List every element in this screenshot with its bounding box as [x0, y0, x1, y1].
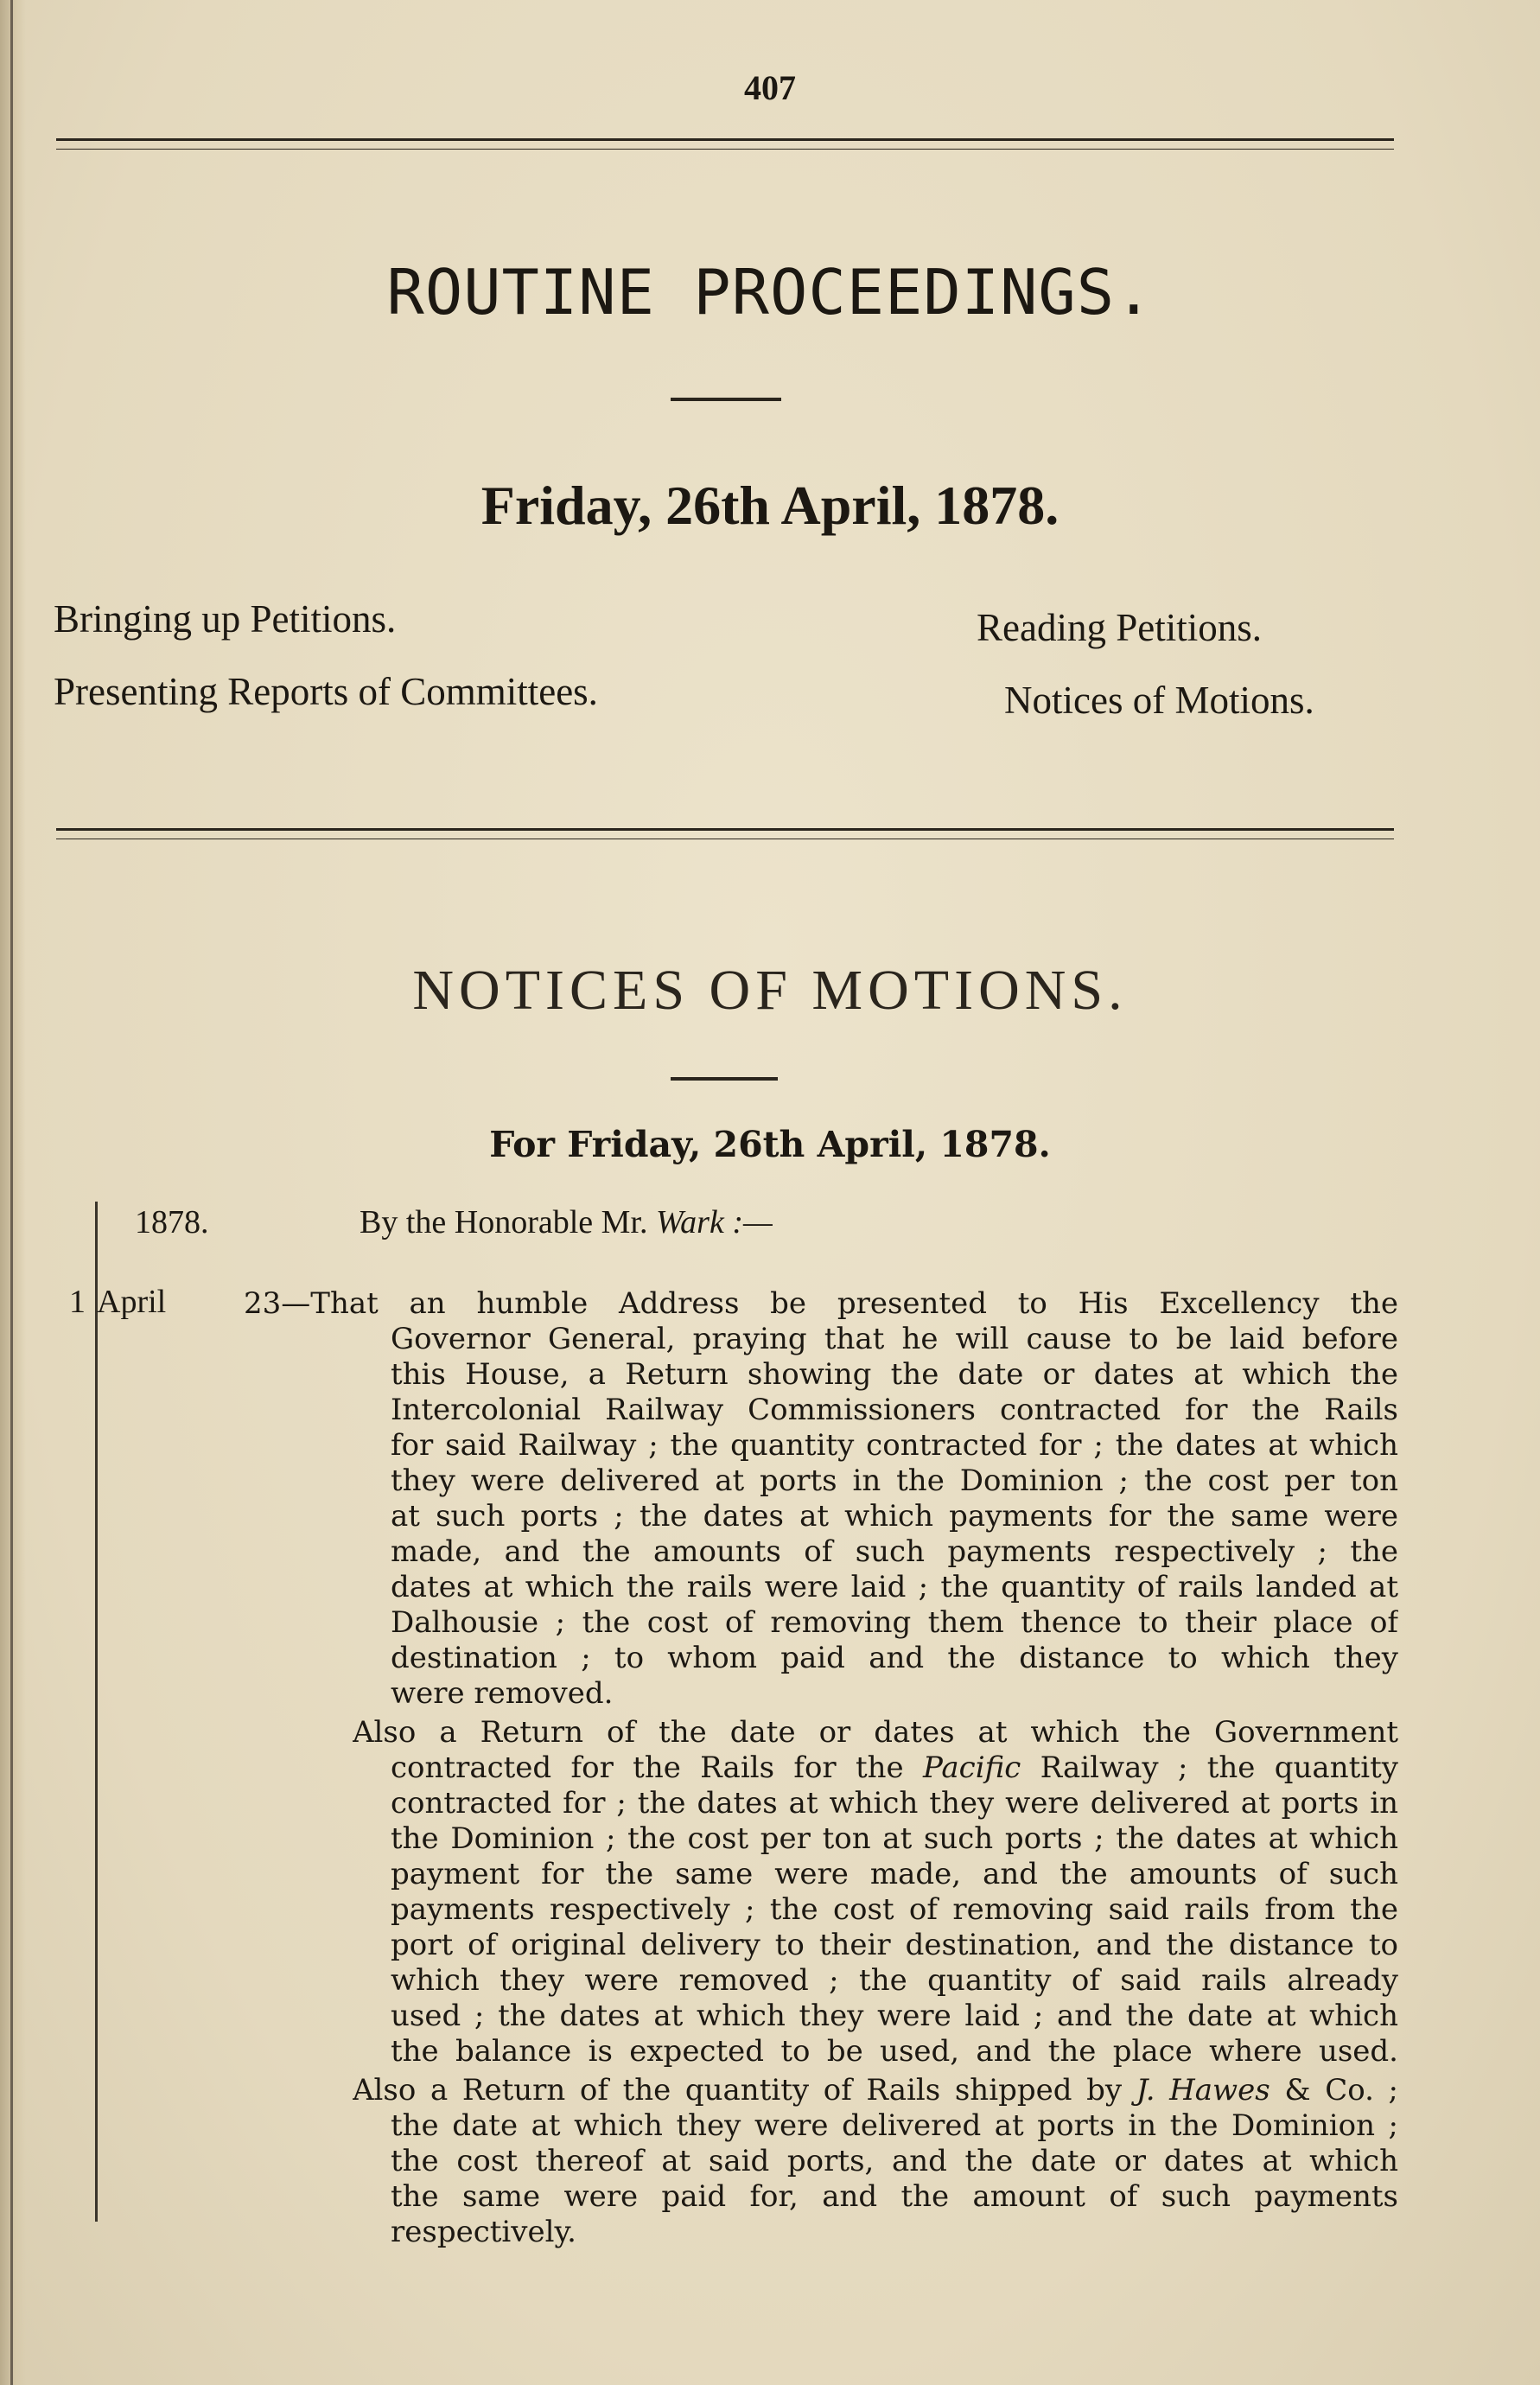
line-italic: Pacific [923, 1750, 1021, 1785]
motion-byline [360, 1203, 773, 1241]
member-name: Wark :— [656, 1204, 773, 1240]
motion-line: the balance is expected to be used, and the place where used. [391, 2034, 1398, 2069]
header-rule-bottom [56, 149, 1394, 150]
motion-line [391, 1750, 1398, 1785]
order-item-presenting-reports: Presenting Reports of Committees. [54, 670, 598, 713]
motion-line: they were delivered at ports in the Dominion ; the cost per ton [391, 1464, 1398, 1498]
motion-line: this House, a Return showing the date or dates at which the [391, 1357, 1398, 1392]
order-item-reading-petitions: Reading Petitions. [977, 606, 1262, 649]
motion-line: were removed. [391, 1676, 614, 1711]
page-binding-shadow [0, 0, 26, 2385]
motion-line: the same were paid for, and the amount of such payments [391, 2179, 1398, 2214]
section-divider [671, 1077, 778, 1081]
order-item-notices-of-motions: Notices of Motions. [1004, 679, 1314, 722]
motion-line: Governor General, praying that he will cause to be laid before [391, 1322, 1398, 1356]
motion-line: destination ; to whom paid and the distance to which they [391, 1641, 1398, 1675]
motion-line: payments respectively ; the cost of removing said rails from the [391, 1892, 1398, 1927]
motion-line: payment for the same were made, and the amounts of such [391, 1857, 1398, 1891]
motion-line: which they were removed ; the quantity of said rails already [391, 1963, 1398, 1998]
motion-line [353, 2073, 1398, 2108]
motion-line: at such ports ; the dates at which payments for the same were [391, 1499, 1398, 1534]
section-rule-top [56, 828, 1394, 831]
motion-line: Intercolonial Railway Commissioners contracted for the Rails [391, 1393, 1398, 1427]
motion-line: port of original delivery to their destination, and the distance to [391, 1928, 1398, 1962]
motion-line: dates at which the rails were laid ; the quantity of rails landed at [391, 1570, 1398, 1604]
title-divider [671, 398, 781, 401]
page-title: ROUTINE PROCEEDINGS. [386, 256, 1154, 328]
motion-year: 1878. [135, 1204, 209, 1240]
motion-line: the date at which they were delivered at ports in the Dominion ; [391, 2108, 1398, 2143]
page-number: 407 [744, 68, 796, 107]
motion-line: made, and the amounts of such payments respectively ; the [391, 1534, 1398, 1569]
byline-prefix: By the Honorable Mr. [360, 1204, 648, 1240]
motion-line: respectively. [391, 2215, 576, 2249]
motion-line: used ; the dates at which they were laid ; and the date at which [391, 1999, 1398, 2033]
motion-line: the cost thereof at said ports, and the date or dates at which [391, 2144, 1398, 2178]
motion-line: Also a Return of the date or dates at which the Government [353, 1715, 1398, 1750]
motion-line: for said Railway ; the quantity contracted for ; the dates at which [391, 1428, 1398, 1463]
motion-line: contracted for ; the dates at which they were delivered at ports in [391, 1786, 1398, 1821]
line-text: Railway ; the quantity [1040, 1750, 1398, 1785]
motion-line: Dalhousie ; the cost of removing them thence to their place of [391, 1605, 1398, 1640]
header-rule-top [56, 138, 1394, 141]
line-text: contracted for the Rails for the [391, 1750, 904, 1785]
section-title: NOTICES OF MOTIONS. [412, 959, 1128, 1022]
line-text: Also a Return of the quantity of Rails shipped by [353, 2073, 1123, 2108]
line-text: & Co. ; [1284, 2073, 1398, 2108]
motion-month: April [97, 1284, 167, 1320]
section-subtitle: For Friday, 26th April, 1878. [489, 1124, 1051, 1165]
motion-item-number: 1 [69, 1284, 86, 1320]
binding-edge-line [10, 0, 13, 2385]
motion-line: the Dominion ; the cost per ton at such ports ; the dates at which [391, 1821, 1398, 1856]
proceedings-date: Friday, 26th April, 1878. [480, 475, 1060, 536]
margin-rule [95, 1202, 98, 2222]
line-italic: J. Hawes [1136, 2073, 1270, 2108]
order-item-bringing-up-petitions: Bringing up Petitions. [54, 597, 397, 641]
motion-line: 23—That an humble Address be presented to His Excellency the [244, 1286, 1398, 1321]
